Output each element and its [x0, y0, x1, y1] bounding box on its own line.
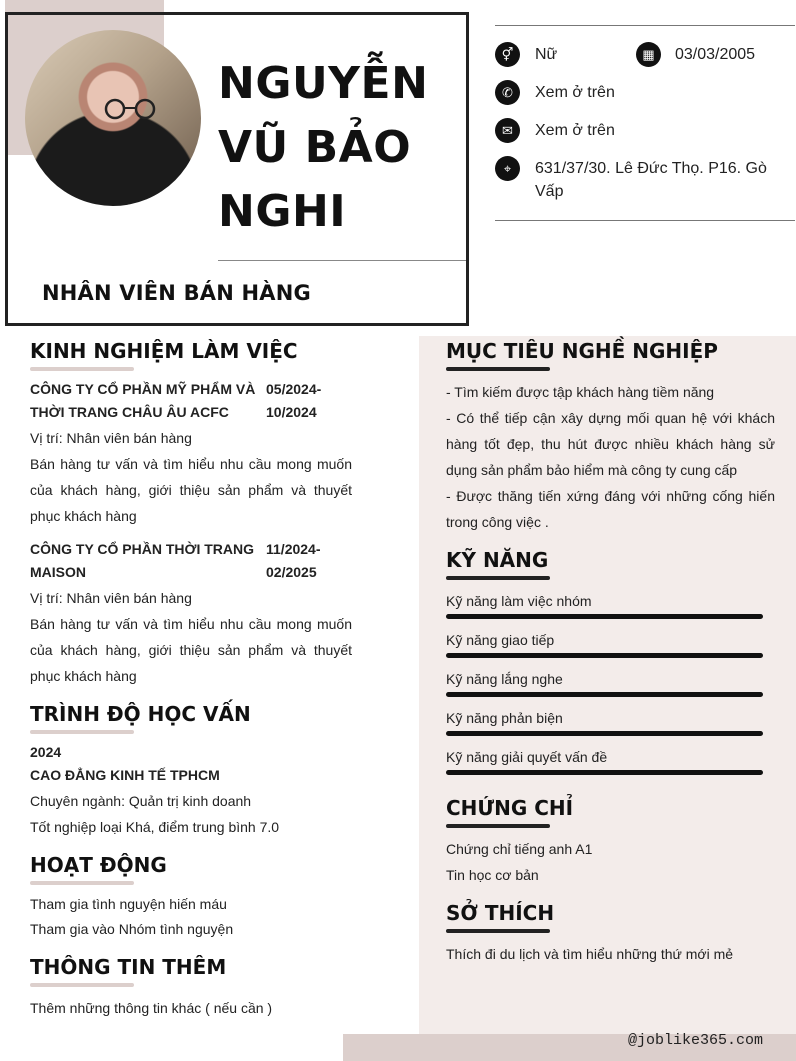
skill-label-1: Kỹ năng làm việc nhóm — [446, 593, 592, 609]
objective-line-1: - Tìm kiếm được tập khách hàng tiềm năng — [446, 384, 715, 400]
extra-info-heading: THÔNG TIN THÊM — [30, 955, 227, 979]
education-year: 2024 — [30, 744, 62, 760]
skill-bar-5 — [446, 770, 763, 775]
job-1-start: 05/2024- — [266, 381, 322, 397]
objective-line-3: - Được thăng tiến xứng đáng với những cống hiến trong công việc . — [446, 488, 775, 530]
gender-value: Nữ — [535, 46, 558, 63]
candidate-name — [218, 52, 458, 244]
job-1-end: 10/2024 — [266, 404, 317, 420]
experience-heading: KINH NGHIỆM LÀM VIỆC — [30, 339, 298, 363]
avatar — [25, 30, 201, 206]
phone-value: Xem ở trên — [535, 84, 615, 101]
skill-label-3: Kỹ năng lắng nghe — [446, 671, 563, 687]
job-1-position: Vị trí: Nhân viên bán hàng — [30, 430, 192, 446]
email-value: Xem ở trên — [535, 122, 615, 139]
certificate-item-1: Chứng chỉ tiếng anh A1 — [446, 841, 593, 857]
skill-bar-1 — [446, 614, 763, 619]
experience-underline — [30, 367, 134, 371]
job-1-company: CÔNG TY CỔ PHẦN MỸ PHẨM VÀ THỜI TRANG CHÂU ÂU ACFC — [30, 381, 256, 420]
gender-icon: ⚥ — [495, 42, 520, 67]
skill-label-2: Kỹ năng giao tiếp — [446, 632, 555, 648]
objective-line-2: - Có thể tiếp cận xây dựng mối quan hệ với khách hàng tốt đẹp, thu hút được nhiều khách hàng sử dụng sản phẩm bảo hiểm mà công ty cung cấp — [446, 410, 775, 478]
education-result: Tốt nghiệp loại Khá, điểm trung bình 7.0 — [30, 819, 280, 835]
activity-item-1: Tham gia tình nguyện hiến máu — [30, 896, 227, 912]
skills-heading: KỸ NĂNG — [446, 548, 549, 572]
birthday-value: 03/03/2005 — [675, 46, 756, 63]
skills-underline — [446, 576, 550, 580]
name-line-2: VŨ BẢO — [218, 122, 412, 173]
name-divider — [218, 260, 466, 261]
hobbies-heading: SỞ THÍCH — [446, 901, 555, 925]
job-2-company: CÔNG TY CỔ PHẦN THỜI TRANG MAISON — [30, 541, 255, 580]
contact-divider-bottom — [495, 220, 795, 221]
mail-icon: ✉ — [495, 118, 520, 143]
skill-bar-3 — [446, 692, 763, 697]
education-underline — [30, 730, 134, 734]
hobbies-text: Thích đi du lịch và tìm hiểu những thứ mới mẻ — [446, 946, 734, 962]
location-icon: ⌖ — [495, 156, 520, 181]
certificate-item-2: Tin học cơ bản — [446, 867, 539, 883]
hobbies-underline — [446, 929, 550, 933]
job-2-end: 02/2025 — [266, 564, 317, 580]
address-value: 631/37/30. Lê Đức Thọ. P16. Gò Vấp — [535, 160, 767, 200]
skill-bar-2 — [446, 653, 763, 658]
extra-info-text: Thêm những thông tin khác ( nếu cần ) — [30, 1000, 273, 1016]
job-2-start: 11/2024- — [266, 541, 321, 557]
certificates-heading: CHỨNG CHỈ — [446, 796, 574, 820]
name-line-1: NGUYỄN — [218, 58, 429, 109]
skill-bar-4 — [446, 731, 763, 736]
skill-label-4: Kỹ năng phản biện — [446, 710, 563, 726]
objective-underline — [446, 367, 550, 371]
activities-heading: HOẠT ĐỘNG — [30, 853, 167, 877]
contact-divider-top — [495, 25, 795, 26]
job-2-description: Bán hàng tư vấn và tìm hiểu nhu cầu mong muốn của khách hàng, giới thiệu sản phẩm và thuyết phục khách hàng — [30, 616, 352, 684]
activities-underline — [30, 881, 134, 885]
certificates-underline — [446, 824, 550, 828]
job-1-description: Bán hàng tư vấn và tìm hiểu nhu cầu mong muốn của khách hàng, giới thiệu sản phẩm và thuyết phục khách hàng — [30, 456, 352, 524]
education-school: CAO ĐẲNG KINH TẾ TPHCM — [30, 767, 220, 783]
calendar-icon: ▦ — [636, 42, 661, 67]
job-title: NHÂN VIÊN BÁN HÀNG — [42, 281, 311, 305]
phone-icon: ✆ — [495, 80, 520, 105]
activity-item-2: Tham gia vào Nhóm tình nguyện — [30, 921, 234, 937]
education-heading: TRÌNH ĐỘ HỌC VẤN — [30, 702, 251, 726]
skill-label-5: Kỹ năng giải quyết vấn đề — [446, 749, 608, 765]
glasses-graphic — [101, 98, 159, 120]
footer-watermark: @joblike365.com — [628, 1032, 764, 1049]
job-2-position: Vị trí: Nhân viên bán hàng — [30, 590, 192, 606]
objective-heading: MỤC TIÊU NGHỀ NGHIỆP — [446, 339, 718, 363]
extra-info-underline — [30, 983, 134, 987]
name-line-3: NGHI — [218, 186, 347, 237]
education-major: Chuyên ngành: Quản trị kinh doanh — [30, 793, 252, 809]
